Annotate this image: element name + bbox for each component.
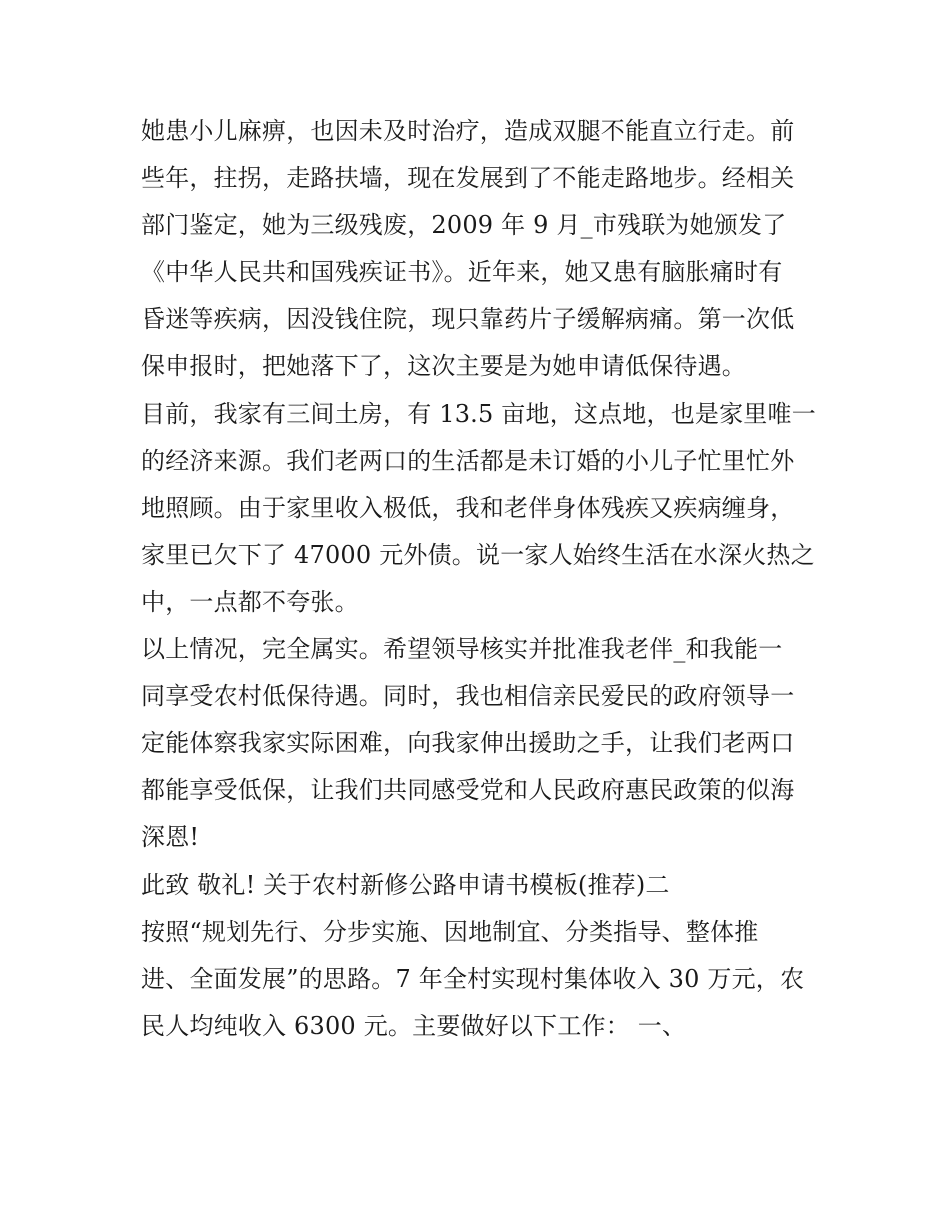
text-line: 些年，拄拐，走路扶墙，现在发展到了不能走路地步。经相关 bbox=[141, 164, 795, 193]
text-line: 部门鉴定，她为三级残废，2009 年 9 月_市残联为她颁发了 bbox=[141, 211, 787, 240]
text-line: 按照“规划先行、分步实施、因地制宜、分类指导、整体推 bbox=[141, 917, 759, 946]
text-line: 中，一点都不夸张。 bbox=[141, 587, 359, 616]
text-line: 民人均纯收入 6300 元。主要做好以下工作： 一、 bbox=[141, 1011, 687, 1040]
text-line: 《中华人民共和国残疾证书》。近年来，她又患有脑胀痛时有 bbox=[141, 258, 783, 287]
text-line: 进、全面发展”的思路。7 年全村实现村集体收入 30 万元，农 bbox=[141, 964, 805, 993]
text-line: 昏迷等疾病，因没钱住院，现只靠药片子缓解病痛。第一次低 bbox=[141, 305, 795, 334]
document-body bbox=[141, 108, 831, 1050]
text-line: 的经济来源。我们老两口的生活都是未订婚的小儿子忙里忙外 bbox=[141, 446, 795, 475]
text-line: 同享受农村低保待遇。同时，我也相信亲民爱民的政府领导一 bbox=[141, 682, 795, 711]
text-line: 家里已欠下了 47000 元外债。说一家人始终生活在水深火热之 bbox=[141, 540, 815, 569]
text-line: 此致 敬礼! 关于农村新修公路申请书模板(推荐)二 bbox=[141, 870, 670, 899]
text-line: 以上情况，完全属实。希望领导核实并批准我老伴_和我能一 bbox=[141, 635, 783, 664]
text-line: 她患小儿麻痹，也因未及时治疗，造成双腿不能直立行走。前 bbox=[141, 117, 795, 145]
text-line: 目前，我家有三间土房，有 13.5 亩地，这点地，也是家里唯一 bbox=[141, 399, 816, 428]
text-line: 深恩! bbox=[141, 823, 200, 852]
text-line: 定能体察我家实际困难，向我家伸出援助之手，让我们老两口 bbox=[141, 729, 795, 758]
text-line: 地照顾。由于家里收入极低，我和老伴身体残疾又疾病缠身， bbox=[141, 493, 795, 522]
text-line: 都能享受低保，让我们共同感受党和人民政府惠民政策的似海 bbox=[141, 776, 795, 805]
text-line: 保申报时，把她落下了，这次主要是为她申请低保待遇。 bbox=[141, 352, 746, 381]
